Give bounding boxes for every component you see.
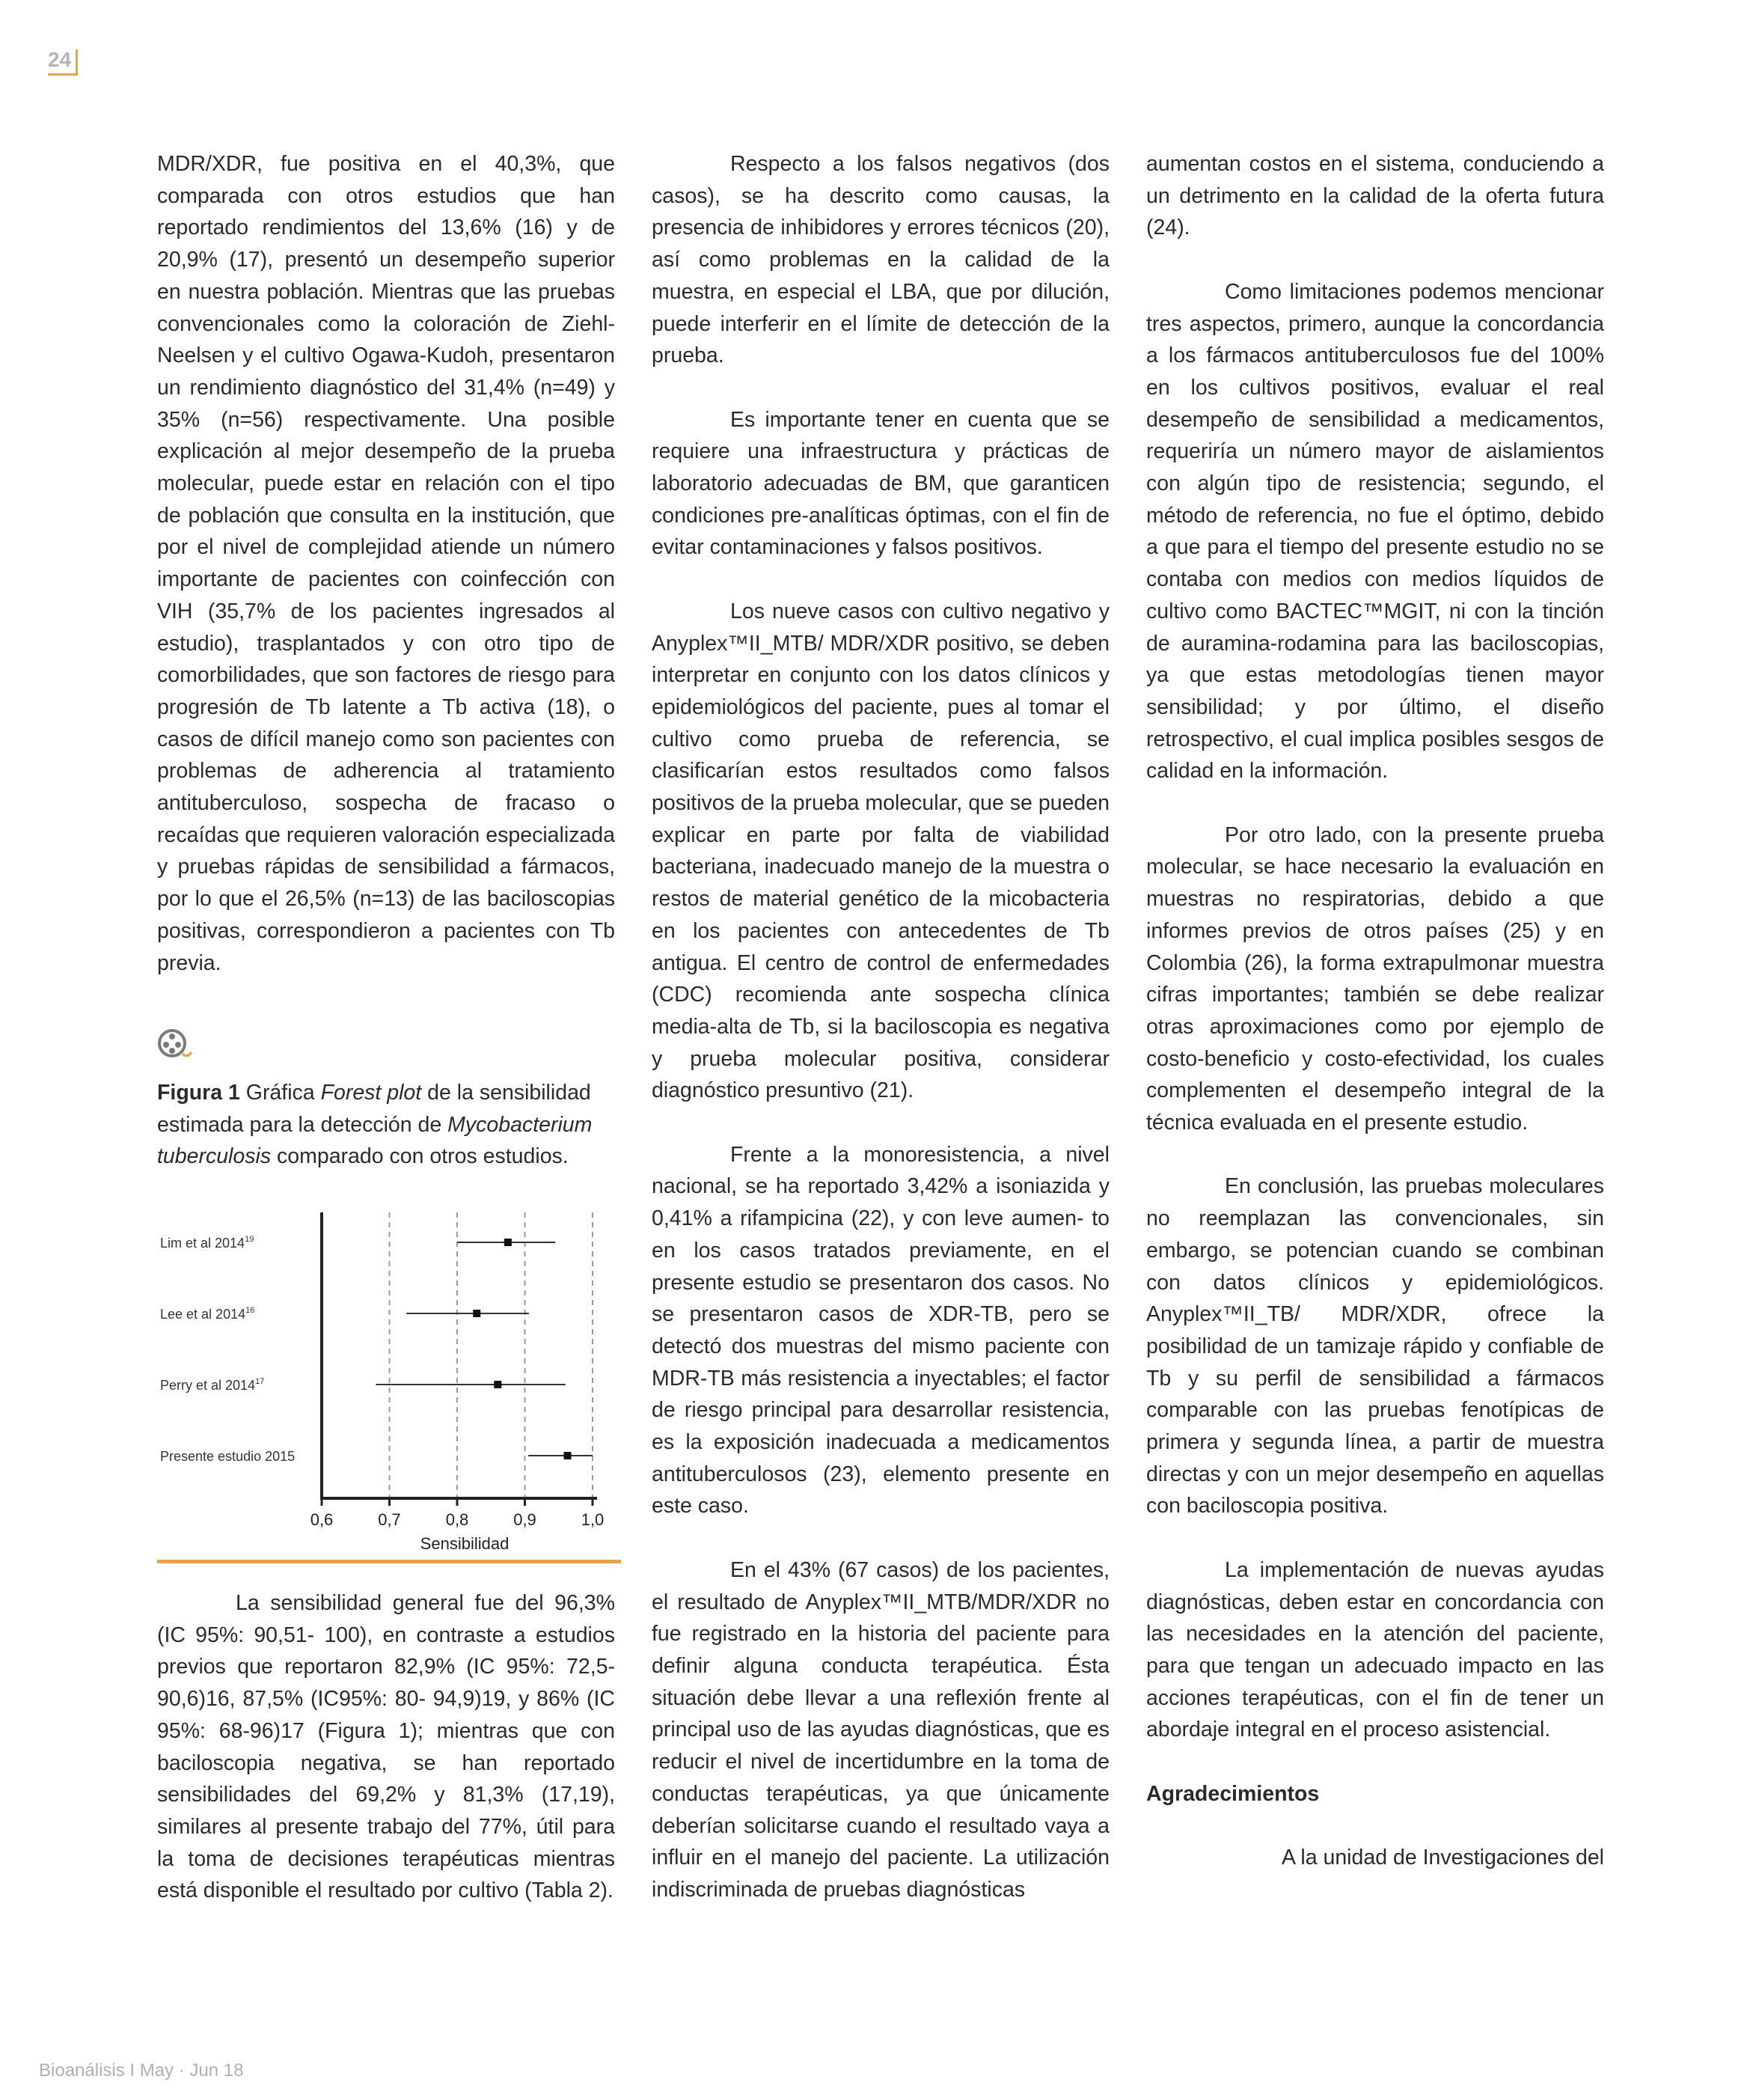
forest-plot — [157, 1197, 621, 1557]
col1-paragraph-1: MDR/XDR, fue positiva en el 40,3%, que comparada con otros estudios que han reportado rendimientos del 13,6% (16) y de 20,9% (17), presentó un desempeño superior en nuestra población. Mientras que las pruebas convencionales como la coloración de Ziehl-Neelsen y el cultivo Ogawa-Kudoh, presentaron un rendimiento diagnóstico del 31,4% (n=49) y 35% (n=56) respectivamente. Una posible explicación al mejor desempeño de la prueba molecular, puede estar en relación con el tipo de población que consulta en la institución, que por el nivel de complejidad atiende un número importante de pacientes con coinfección con VIH (35,7% de los pacientes ingresados al estudio), trasplantados y con otro tipo de comorbilidades, que son factores de riesgo para progresión de Tb latente a Tb activa (18), o casos de difícil manejo como son pacientes con problemas de adherencia al tratamiento antituberculoso, sospecha de fracaso o recaídas que requieren valoración especializada y pruebas rápidas de sensibilidad a fármacos, por lo que el 26,5% (n=13) de las baciloscopias positivas, correspondieron a pacientes con Tb previa. — [157, 152, 615, 975]
point-estimate — [494, 1381, 501, 1388]
col2-paragraph-2: Es importante tener en cuenta que se requiere una infraestructura y prácticas de laboratorio adecuadas de BM, que garanticen condiciones pre-analíticas óptimas, con el fin de evitar contaminaciones y falsos positivos. — [652, 407, 1110, 560]
study-ref: 16 — [245, 1306, 255, 1315]
film-reel-icon — [157, 1027, 193, 1063]
column-1 — [157, 148, 615, 1011]
caption-text-1: Gráfica — [239, 1081, 321, 1105]
page-number: 24 — [48, 49, 78, 76]
forest-plot-svg — [157, 1197, 621, 1557]
caption-species: Mycobacterium tuberculosis — [157, 1112, 593, 1169]
x-tick-label: 0,9 — [513, 1510, 536, 1529]
study-label: Perry et al 2014$^{17}$ — [160, 1377, 265, 1393]
figure-caption — [157, 1077, 615, 1173]
x-tick-label: 0,6 — [310, 1510, 334, 1529]
x-tick-label: 0,7 — [378, 1510, 401, 1529]
col2-paragraph-5: En el 43% (67 casos) de los pacientes, el resultado de Anyplex™II_MTB/MDR/XDR no fue registrado en la historia del paciente para definir alguna conducta terapéutica. Ésta situación debe llevar a una reflexión frente al principal uso de las ayudas diagnósticas, que es reducir el nivel de incertidumbre en la toma de conductas terapéuticas, ya que únicamente deberían solicitarse cuando el resultado vaya a influir en el manejo del paciente. La utilización indiscriminada de pruebas diagnósticas — [652, 1557, 1110, 1902]
col2-paragraph-3: Los nueve casos con cultivo negativo y Anyplex™II_MTB/ MDR/XDR positivo, se deben interpretar en conjunto con los datos clínicos y epidemiológicos del paciente, pues al tomar el cultivo como prueba de referencia, se clasificarían estos resultados como falsos positivos de la prueba molecular, que se pueden explicar en parte por falta de viabilidad bacteriana, inadecuado manejo de la muestra o restos de material genético de la micobacteria en los pacientes con antecedentes de Tb antigua. El centro de control de enfermedades (CDC) recomienda ante sospecha clínica media-alta de Tb, si la baciloscopia es negativa y prueba molecular positiva, considerar diagnóstico presuntivo (21). — [652, 599, 1110, 1103]
column-1-bottom — [157, 1587, 615, 1939]
point-estimate — [564, 1452, 572, 1459]
point-estimate — [504, 1239, 512, 1246]
study-label: Lim et al 2014$^{19}$ — [160, 1235, 254, 1251]
point-estimate — [473, 1310, 480, 1317]
col3-paragraph-4: En conclusión, las pruebas moleculares no reemplazan las convencionales, sin embargo, se potencian cuando se combinan con datos clínicos y epidemiológicos. Anyplex™II_TB/ MDR/XDR, ofrece la posibilidad de un tamizaje rápido y confiable de Tb y su perfil de sensibilidad a fármacos comparable con las pruebas fenotípicas de primera y segunda línea, a partir de muestra directas y con un mejor desempeño en aquellas con baciloscopia positiva. — [1146, 1174, 1604, 1518]
col1-paragraph-2: La sensibilidad general fue del 96,3% (IC 95%: 90,51- 100), en contraste a estudios previos que reportaron 82,9% (IC 95%: 72,5-90,6)16, 87,5% (IC95%: 80- 94,9)19, y 86% (IC 95%: 68-96)17 (Figura 1); mientras que con baciloscopia negativa, se han reportado sensibilidades del 69,2% y 81,3% (17,19), similares al presente trabajo del 77%, útil para la toma de decisiones terapéuticas mientras está disponible el resultado por cultivo (Tabla 2). — [157, 1591, 615, 1903]
caption-forest-plot: Forest plot — [320, 1081, 422, 1105]
col2-paragraph-4: Frente a la monoresistencia, a nivel nacional, se ha reportado 3,42% a isoniazida y 0,41% a rifampicina (22), y con leve aumen- to en los casos tratados previamente, en el presente estudio se presentaron dos casos. No se presentaron casos de XDR-TB, pero se detectó dos muestras del mismo paciente con MDR-TB más resistencia a inyectables; el factor de riesgo principal para desarrollar resistencia, es la exposición inadecuada a medicamentos antituberculosos (23), elemento presente en este caso. — [652, 1142, 1110, 1518]
study-label: Presente estudio 2015 — [160, 1449, 296, 1464]
page-footer: Bioanálisis I May · Jun 18 — [39, 2060, 244, 2081]
study-ref: 19 — [245, 1235, 254, 1244]
x-tick-label: 0,8 — [445, 1510, 469, 1529]
caption-text-2: de la sensibilidad estimada para la detección de — [157, 1081, 591, 1137]
caption-text-3: comparado con otros estudios. — [271, 1144, 569, 1169]
x-tick-label: 1,0 — [581, 1510, 605, 1529]
col3-paragraph-5: La implementación de nuevas ayudas diagnósticas, deben estar en concordancia con las necesidades en la atención del paciente, para que tengan un adecuado impacto en las acciones terapéuticas, con el fin de tener un abordaje integral en el proceso asistencial. — [1146, 1557, 1604, 1742]
col2-paragraph-1: Respecto a los falsos negativos (dos casos), se ha descrito como causas, la presencia de inhibidores y errores técnicos (20), así como problemas en la calidad de la muestra, en especial el LBA, que por dilución, puede interferir en el límite de detección de la prueba. — [652, 152, 1110, 368]
figure-label: Figura 1 — [157, 1081, 240, 1105]
acknowledgements-text: A la unidad de Investigaciones del — [1282, 1846, 1604, 1870]
figure-1 — [157, 1027, 621, 1173]
col3-paragraph-3: Por otro lado, con la presente prueba molecular, se hace necesario la evaluación en muestras no respiratorias, debido a que informes previos de otros países (25) y en Colombia (26), la forma extrapulmonar muestra cifras importantes; también se debe realizar otras aproximaciones como por ejemplo de costo-beneficio y costo-efectividad, los cuales complementen el desempeño integral de la técnica evaluada en el presente estudio. — [1146, 822, 1604, 1135]
study-ref: 17 — [255, 1377, 265, 1386]
column-2 — [652, 148, 1110, 1938]
col3-paragraph-1: aumentan costos en el sistema, conduciendo a un detrimento en la calidad de la oferta futura (24). — [1146, 152, 1604, 240]
x-axis-label: Sensibilidad — [420, 1534, 510, 1553]
acknowledgements-heading: Agradecimientos — [1146, 1781, 1320, 1806]
col3-paragraph-2: Como limitaciones podemos mencionar tres aspectos, primero, aunque la concordancia a los fármacos antituberculosos fue del 100% en los cultivos positivos, evaluar el real desempeño de sensibilidad a medicamentos, requeriría un número mayor de aislamientos con algún tipo de resistencia; segundo, el método de referencia, no fue el óptimo, debido a que para el tiempo del presente estudio no se contaba con medios con medios líquidos de cultivo como BACTEC™MGIT, ni con la tinción de auramina-rodamina para las baciloscopias, ya que estas metodologías tienen mayor sensibilidad; y por último, el diseño retrospectivo, el cual implica posibles sesgos de calidad en la información. — [1146, 279, 1604, 784]
column-3 — [1146, 148, 1604, 1906]
study-label: Lee et al 2014$^{16}$ — [160, 1306, 255, 1322]
figure-bottom-rule — [157, 1560, 621, 1563]
